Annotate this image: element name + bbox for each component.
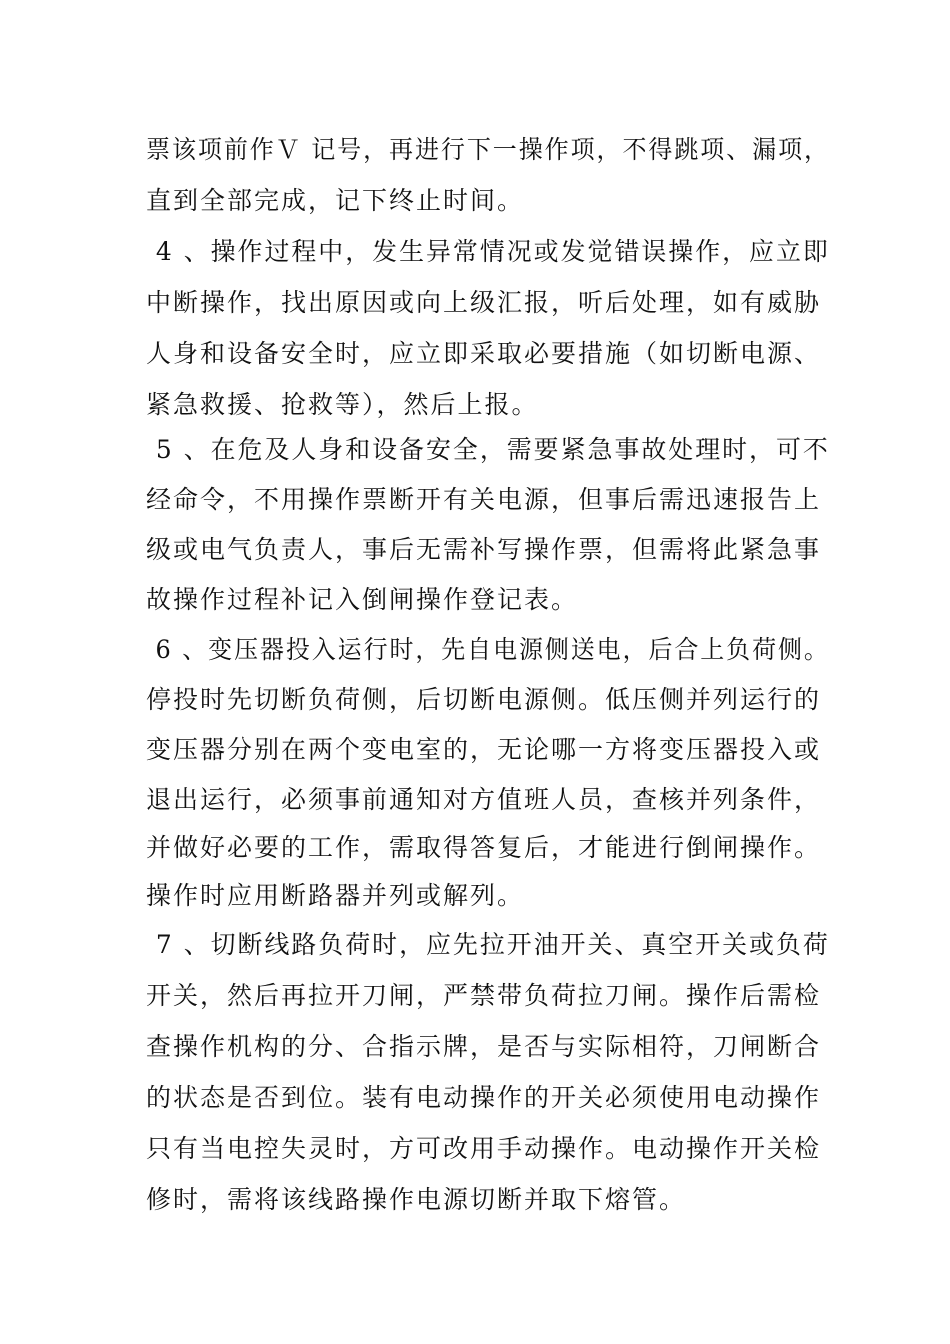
text-line: 人身和设备安全时，应立即采取必要措施（如切断电源、: [146, 339, 822, 368]
text-line: 经命令，不用操作票断开有关电源，但事后需迅速报告上: [146, 485, 822, 514]
text-line: 6 、变压器投入运行时，先自电源侧送电，后合上负荷侧。: [146, 635, 830, 664]
text-line: 退出运行，必须事前通知对方值班人员，查核并列条件，: [146, 785, 822, 814]
text-line: 只有当电控失灵时，方可改用手动操作。电动操作开关检: [146, 1134, 822, 1163]
text-line: 变压器分别在两个变电室的，无论哪一方将变压器投入或: [146, 735, 822, 764]
text-line: 级或电气负责人，事后无需补写操作票，但需将此紧急事: [146, 535, 822, 564]
text-line: 票该项前作Ｖ 记号，再进行下一操作项，不得跳项、漏项，: [146, 135, 830, 164]
text-line: 的状态是否到位。装有电动操作的开关必须使用电动操作: [146, 1083, 822, 1112]
text-line: 停投时先切断负荷侧，后切断电源侧。低压侧并列运行的: [146, 685, 822, 714]
text-line: 并做好必要的工作，需取得答复后，才能进行倒闸操作。: [146, 833, 822, 862]
text-line: 7 、切断线路负荷时，应先拉开油开关、真空开关或负荷: [146, 930, 830, 959]
text-line: 直到全部完成，记下终止时间。: [146, 186, 525, 215]
text-line: 紧急救援、抢救等），然后上报。: [146, 390, 539, 419]
text-line: 中断操作，找出原因或向上级汇报，听后处理，如有威胁: [146, 288, 822, 317]
text-line: 修时，需将该线路操作电源切断并取下熔管。: [146, 1185, 687, 1214]
text-line: 查操作机构的分、合指示牌，是否与实际相符，刀闸断合: [146, 1032, 822, 1061]
text-line: 开关，然后再拉开刀闸，严禁带负荷拉刀闸。操作后需检: [146, 981, 822, 1010]
text-line: 操作时应用断路器并列或解列。: [146, 881, 525, 910]
text-line: 4 、操作过程中，发生异常情况或发觉错误操作，应立即: [146, 237, 830, 266]
text-line: 故操作过程补记入倒闸操作登记表。: [146, 585, 579, 614]
text-line: 5 、在危及人身和设备安全，需要紧急事故处理时，可不: [146, 435, 830, 464]
